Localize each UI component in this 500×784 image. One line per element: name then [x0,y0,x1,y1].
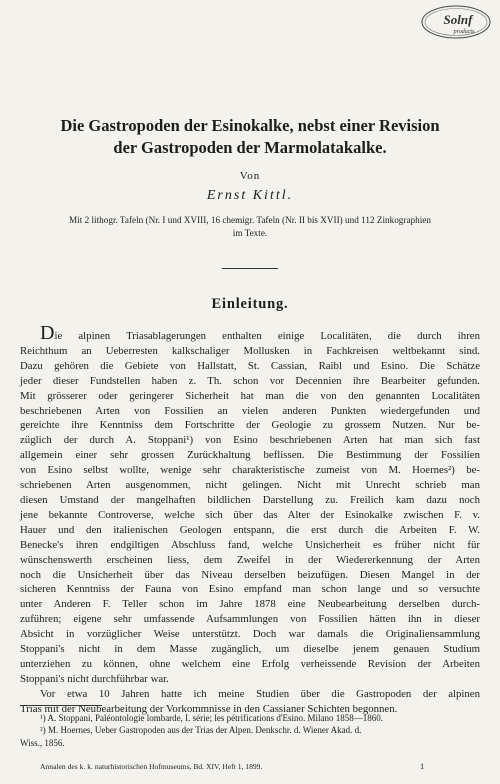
body-line: zuführen; eigene sehr umfassende Aufsammlungen von Fossilien hätten ihn in dieser [20,613,480,626]
body-line: unter Anderen F. Teller schon im Jahre 1878 eine Neubearbeitung derselben durch- [20,598,480,611]
footnote-line: ²) M. Hoernes, Ueber Gastropoden aus der Trias der Alpen. Denkschr. d. Wiener Akad. d. [40,725,362,736]
by-label: Von [239,170,261,182]
body-line: unterziehen zu können, ohne welchem eine Erfolg verheissende Revision der Arbeiten [20,657,480,670]
footnote-line: Wiss., 1856. [20,737,65,748]
body-line: Absicht in vorzüglicher Weise unterstützt. Doch war damals die Originaliensammlung [20,628,480,641]
section-heading: Einleitung. [211,296,289,312]
article-title [20,115,480,159]
stamp-line2: products [453,29,475,35]
body-line: Hauer und den italienischen Geologen entspann, die erst durch die Arbeiten F. W. [20,523,480,536]
body-line: Reichthum an Ueberresten kalkschaliger Mollusken in Fachkreisen weltbekannt sind. [20,344,480,357]
body-line: sicheren Kenntniss der Fauna von Esino empfand man schon lange und so versuchte [20,583,480,596]
body-line: Vor etwa 10 Jahren hatte ich meine Studien über die Gastropoden der alpinen [40,687,480,700]
body-line: Mit grösserer oder geringerer Sicherheit hat man die von den genannten Localitäten [20,389,480,402]
body-line: jeder dieser Fundstellen haben z. Th. schon vor Decennien ihre Bearbeiter gefunden. [20,374,480,387]
body-line: von Esino selbst wollte, wenige sehr charakteristische zumeist von M. Hoernes²) be- [20,464,480,477]
footnote-line: ¹) A. Stoppani, Paléontologie lombarde, I. série; les pétrifications d'Esino. Milano 1858—1860. [40,713,384,723]
body-line: Stoppani's nicht durchführbar war. [20,672,169,685]
plates-note-line: im Texte. [232,228,268,238]
plates-note [38,214,462,240]
page-number: 1 [420,761,425,771]
body-line: noch die Unsicherheit über das Niveau derselben beizufügen. Diesen Mangel in der [20,568,480,581]
plates-note-line: Mit 2 lithogr. Tafeln (Nr. I und XVIII, 16 chemigr. Tafeln (Nr. II bis XVII) und 112 Zinkographien [69,215,431,225]
title-line: Die Gastropoden der Esinokalke, nebst einer Revision [60,116,440,135]
body-line: schriebenen Arten ausgenommen, nicht gelingen. Nicht mit Unrecht schrieb man [20,479,480,492]
body-line: allgemein einer sehr grossen Zurückhaltung beflissen. Die Bestimmung der Fossilien [20,449,480,462]
title-line: der Gastropoden der Marmolatakalke. [113,138,387,157]
library-stamp [420,4,492,40]
running-footer: Annalen des k. k. naturhistorischen Hofmuseums, Bd. XIV, Heft 1, 1899. [40,762,263,771]
body-line: Stoppani's nicht in dem Masse zugänglich, um dieselbe jenem genauen Studium [20,643,480,656]
body-line: Dazu gehören die Gebiete von Hallstatt, St. Cassian, Raibl und Esino. Die Schätze [20,359,480,372]
footnote-rule [20,705,102,706]
stamp-seal-icon [420,4,492,40]
body-text [20,322,480,717]
body-line: jene bekannte Controverse, welche sich über das Alter der Esinokalke zwischen F. v. [20,508,480,521]
body-line: gereichte ihre Kenntniss dem Fortschritte der Geologie zu grossem Nutzen. Nur be- [20,419,480,432]
drop-initial: D [40,322,55,344]
title-divider [222,268,278,269]
body-line: Trias mit der Neubearbeitung der Vorkommnisse in den Cassianer Schichten begonnen. [20,702,398,715]
author-name: Ernst Kittl. [206,188,294,203]
body-line: Die alpinen Triasablagerungen enthalten einige Localitäten, die durch ihren [40,322,480,344]
body-line: Benecke's ihren endgiltigen Abschluss fand, welche Unsicherheit es früher nicht für [20,538,480,551]
body-line: züglich der durch A. Stoppani¹) von Esino beschriebenen Arten hat man sich fast [20,434,480,447]
stamp-line1: Solnf [443,12,473,27]
body-line: diesen Umstand der mangelhaften bildlichen Darstellung zu. Freilich kam dazu noch [20,493,480,506]
body-line: wünschenswerth erscheinen liess, dem Zweifel in der Wiedererkennung der Arten [20,553,480,566]
footnotes [20,712,480,749]
body-line: beschriebenen Arten von Fossilien an vielen anderen Punkten wiedergefunden und [20,404,480,417]
